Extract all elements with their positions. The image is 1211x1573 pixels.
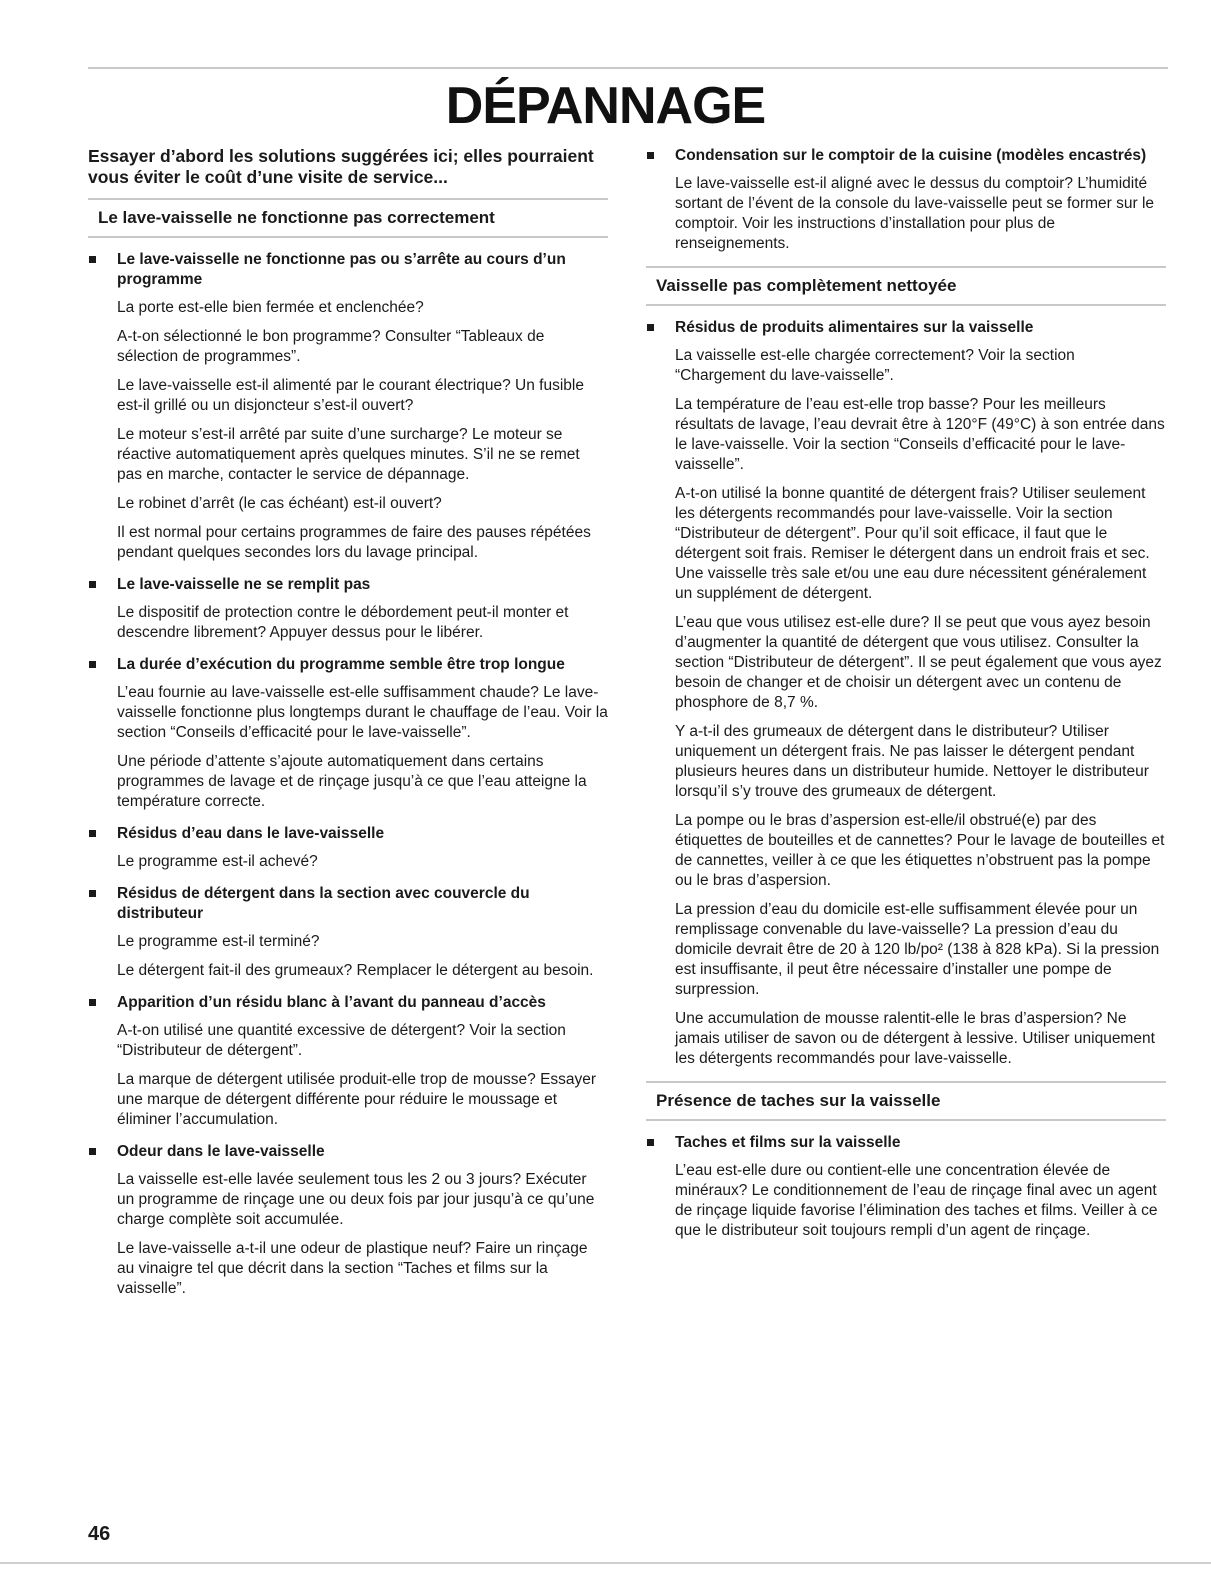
section-heading-spots: Présence de taches sur la vaisselle: [646, 1081, 1166, 1121]
item-paragraph: Le lave-vaisselle a-t-il une odeur de plastique neuf? Faire un rinçage au vinaigre tel que décrit dans la section “Taches et films sur la vaisselle”.: [117, 1240, 588, 1297]
section-heading-not-working: Le lave-vaisselle ne fonctionne pas correctement: [88, 198, 608, 238]
item-title: [88, 993, 608, 1013]
bullet-square-icon: [647, 1139, 654, 1146]
bullet-square-icon: [89, 256, 96, 263]
item-title-text: Résidus de détergent dans la section avec couvercle du distributeur: [117, 885, 530, 922]
item-paragraph: Le lave-vaisselle est-il alimenté par le courant électrique? Un fusible est-il grillé ou un disjoncteur s’est-il ouvert?: [117, 377, 584, 414]
item-paragraph: Une période d’attente s’ajoute automatiquement dans certains programmes de lavage et de rinçage jusqu’à ce que l’eau atteigne la température correcte.: [117, 753, 587, 810]
item-paragraph: La température de l’eau est-elle trop basse? Pour les meilleurs résultats de lavage, l’eau devrait être à 120°F (49°C) à son entrée dans le lave-vaisselle. Voir la section “Conseils d’efficacité pour le lave-vaisselle”.: [675, 396, 1165, 473]
item-paragraph: La vaisselle est-elle chargée correctement? Voir la section “Chargement du lave-vaisselle”.: [675, 347, 1075, 384]
item-paragraph: Le détergent fait-il des grumeaux? Remplacer le détergent au besoin.: [117, 962, 594, 979]
item-paragraph: Le moteur s’est-il arrêté par suite d’une surcharge? Le moteur se réactive automatiquement après quelques minutes. S’il ne se remet pas en marche, contacter le service de dépannage.: [117, 426, 580, 483]
page-title: DÉPANNAGE: [445, 77, 766, 135]
troubleshoot-item: [88, 250, 608, 563]
item-title: [88, 884, 608, 924]
bullet-square-icon: [89, 581, 96, 588]
item-paragraph: L’eau fournie au lave-vaisselle est-elle suffisamment chaude? Le lave-vaisselle fonctionne plus longtemps durant le chauffage de l’eau. Voir la section “Conseils d’efficacité pour le lave-vaisselle”.: [117, 684, 608, 741]
troubleshoot-item: [88, 575, 608, 643]
section-heading-not-clean: Vaisselle pas complètement nettoyée: [646, 266, 1166, 306]
troubleshoot-item: [646, 146, 1166, 254]
bullet-square-icon: [647, 324, 654, 331]
item-paragraph: Le robinet d’arrêt (le cas échéant) est-il ouvert?: [117, 495, 442, 512]
bottom-rule: [0, 1562, 1211, 1564]
item-paragraph: La vaisselle est-elle lavée seulement tous les 2 ou 3 jours? Exécuter un programme de rinçage une ou deux fois par jour jusqu’à ce qu’une charge complète soit accumulée.: [117, 1171, 595, 1228]
item-paragraph: A-t-on utilisé une quantité excessive de détergent? Voir la section “Distributeur de détergent”.: [117, 1022, 566, 1059]
item-title-text: Résidus d’eau dans le lave-vaisselle: [117, 825, 385, 842]
item-paragraph: Une accumulation de mousse ralentit-elle le bras d’aspersion? Ne jamais utiliser de savon ou de détergent à lessive. Utiliser uniquement les détergents recommandés pour lave-vaisselle.: [675, 1010, 1155, 1067]
item-paragraph: L’eau que vous utilisez est-elle dure? Il se peut que vous ayez besoin d’augmenter la quantité de détergent que vous utilisez. Consulter la section “Distributeur de détergent”. Il se peut également que vous ayez besoin de changer et de choisir un détergent avec un contenu de phosphore de 8,7 %.: [675, 614, 1162, 711]
troubleshoot-item: [646, 318, 1166, 1069]
bullet-square-icon: [89, 999, 96, 1006]
bullet-square-icon: [89, 661, 96, 668]
item-paragraph: La marque de détergent utilisée produit-elle trop de mousse? Essayer une marque de détergent différente pour réduire le moussage et éliminer l’accumulation.: [117, 1071, 597, 1128]
item-title-text: Taches et films sur la vaisselle: [675, 1134, 901, 1151]
troubleshoot-item: [88, 655, 608, 812]
item-paragraph: Y a-t-il des grumeaux de détergent dans le distributeur? Utiliser uniquement un détergent frais. Ne pas laisser le détergent pendant plusieurs heures dans un distributeur humide. Nettoyer le distributeur lorsqu’il s’y trouve des grumeaux de détergent.: [675, 723, 1149, 800]
bullet-square-icon: [89, 1148, 96, 1155]
item-title-text: Apparition d’un résidu blanc à l’avant du panneau d’accès: [117, 994, 546, 1011]
troubleshoot-item: [88, 884, 608, 981]
item-title-text: Odeur dans le lave-vaisselle: [117, 1143, 325, 1160]
item-paragraph: La porte est-elle bien fermée et enclenchée?: [117, 299, 424, 316]
item-paragraph: La pompe ou le bras d’aspersion est-elle/il obstrué(e) par des étiquettes de bouteilles et de cannettes? Pour le lavage de bouteilles et de cannettes, veiller à ce que les étiquettes n’obstruent pas la pompe ou le bras d’aspersion.: [675, 812, 1165, 889]
item-paragraph: Le programme est-il terminé?: [117, 933, 320, 950]
page-number: 46: [88, 1523, 111, 1545]
item-title: [646, 146, 1166, 166]
item-title: [646, 318, 1166, 338]
item-title: [88, 575, 608, 595]
item-paragraph: Il est normal pour certains programmes de faire des pauses répétées pendant quelques secondes lors du lavage principal.: [117, 524, 591, 561]
item-title-text: Résidus de produits alimentaires sur la vaisselle: [675, 319, 1034, 336]
item-paragraph: Le lave-vaisselle est-il aligné avec le dessus du comptoir? L’humidité sortant de l’évent de la console du lave-vaisselle peut se former sur le comptoir. Voir les instructions d’installation pour plus de renseignements.: [675, 175, 1155, 252]
top-rule: [88, 67, 1168, 69]
item-title-text: La durée d’exécution du programme semble être trop longue: [117, 656, 565, 673]
item-title: [88, 250, 608, 290]
item-paragraph: A-t-on utilisé la bonne quantité de détergent frais? Utiliser seulement les détergents recommandés pour lave-vaisselle. Voir la section “Distributeur de détergent”. Pour qu’il soit efficace, il faut que le détergent soit frais. Remiser le détergent dans un endroit frais et sec. Une vaisselle très sale et/ou une eau dure nécessitent généralement un supplément de détergent.: [675, 485, 1150, 602]
item-paragraph: Le dispositif de protection contre le débordement peut-il monter et descendre librement? Appuyer dessus pour le libérer.: [117, 604, 569, 641]
intro-text: Essayer d’abord les solutions suggérées ici; elles pourraient vous éviter le coût d’une visite de service...: [88, 146, 594, 187]
troubleshoot-item: [88, 1142, 608, 1299]
bullet-square-icon: [89, 830, 96, 837]
bullet-square-icon: [89, 890, 96, 897]
troubleshoot-item: [646, 1133, 1166, 1241]
item-title: [88, 824, 608, 844]
bullet-square-icon: [647, 152, 654, 159]
item-title: [646, 1133, 1166, 1153]
left-column: [88, 146, 608, 1311]
item-title-text: Condensation sur le comptoir de la cuisine (modèles encastrés): [675, 147, 1147, 164]
right-column: [646, 146, 1166, 1253]
item-paragraph: L’eau est-elle dure ou contient-elle une concentration élevée de minéraux? Le conditionnement de l’eau de rinçage final avec un agent de rinçage liquide favorise l’élimination des taches et films. Veiller à ce que le distributeur soit toujours rempli d’un agent de rinçage.: [675, 1162, 1158, 1239]
item-title: [88, 655, 608, 675]
troubleshoot-item: [88, 993, 608, 1130]
troubleshoot-item: [88, 824, 608, 872]
item-title-text: Le lave-vaisselle ne fonctionne pas ou s’arrête au cours d’un programme: [117, 251, 566, 288]
item-title-text: Le lave-vaisselle ne se remplit pas: [117, 576, 371, 593]
item-paragraph: A-t-on sélectionné le bon programme? Consulter “Tableaux de sélection de programmes”.: [117, 328, 545, 365]
item-paragraph: Le programme est-il achevé?: [117, 853, 318, 870]
item-paragraph: La pression d’eau du domicile est-elle suffisamment élevée pour un remplissage convenable du lave-vaisselle? La pression d’eau du domicile devrait être de 20 à 120 lb/po² (138 à 828 kPa). Si la pression est insuffisante, il peut être nécessaire d’installer une pompe de surpression.: [675, 901, 1160, 998]
item-title: [88, 1142, 608, 1162]
